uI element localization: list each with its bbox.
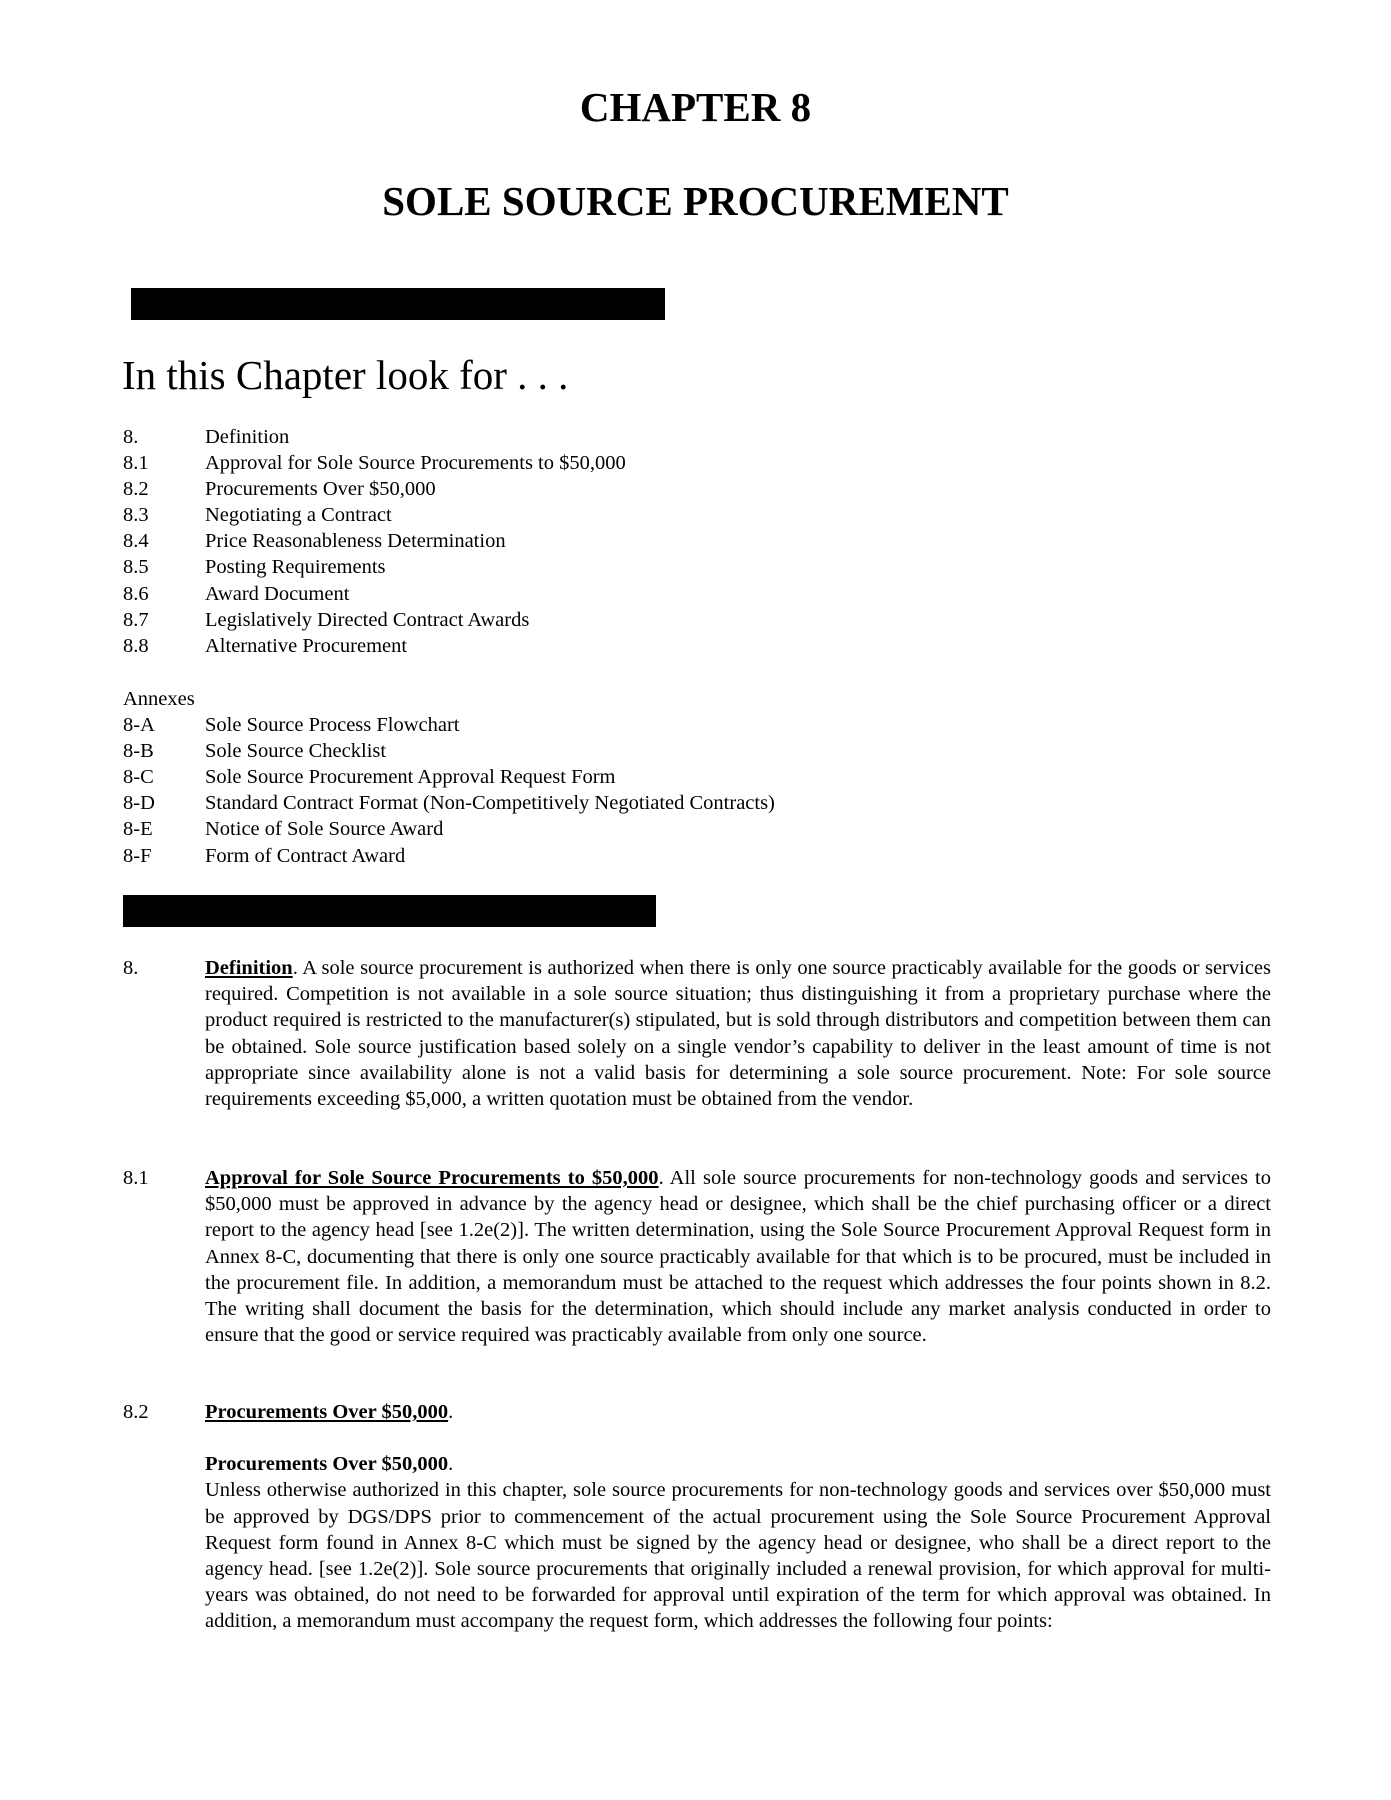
annex-label: Notice of Sole Source Award [205, 818, 444, 841]
toc-item[interactable] [123, 554, 626, 580]
section-heading: Procurements Over $50,000 [205, 1401, 449, 1423]
heading-period: . [448, 1401, 454, 1423]
toc-num: 8.6 [123, 582, 149, 605]
annex-item[interactable] [123, 712, 775, 738]
toc-label: Award Document [205, 582, 350, 605]
section-text: Unless otherwise authorized in this chapter, sole source procurements for non-technology goods and services over $50,000 must be approved by DGS/DPS prior to commencement of the actual procurement using the Sole Source Procurement Approval Request form found in Annex 8-C which must be signed by the agency head or designee, who shall be a direct report to the agency head. [see 1.2e(2)]. Sole source procurements that originally included a renewal provision, for which approval for multi- years was obtained, do not need to be forwarded for approval until expiration of the term for which approval was obtained. In addition, a memorandum must accompany the request form, which addresses the following four points: [205, 1479, 1271, 1633]
toc-label: Legislatively Directed Contract Awards [205, 608, 530, 631]
section-8-definition [123, 955, 1271, 1112]
toc-label: Alternative Procurement [205, 634, 408, 657]
toc-item[interactable] [123, 633, 626, 659]
annex-num: 8-E [123, 818, 153, 841]
annex-label: Sole Source Procurement Approval Request Form [205, 766, 616, 789]
annexes-heading: Annexes [123, 688, 195, 710]
section-8-1-approval [123, 1165, 1271, 1348]
annex-num: 8-A [123, 714, 155, 737]
toc-num: 8.2 [123, 478, 149, 501]
annex-label: Sole Source Process Flowchart [205, 714, 460, 737]
annex-num: 8-F [123, 844, 152, 867]
toc-label: Definition [205, 426, 290, 448]
annex-label: Form of Contract Award [205, 844, 406, 867]
toc-item[interactable] [123, 450, 626, 476]
toc-num: 8.7 [123, 608, 149, 631]
section-text: . A sole source procurement is authorized when there is only one source practicably available for the goods or services required. Competition is not available in a sole source situation; thus distinguishing it from a proprietary purchase where the product required is restricted to the manufacturer(s) stipulated, but is sold through distributors and competition between them can be obtained. Sole source justification based solely on a single vendor’s capability to deliver in the least amount of time is not appropriate since availability alone is not a valid basis for determining a sole source procurement. Note: For sole source requirements exceeding $5,000, a written quotation must be obtained from the vendor. [205, 957, 1271, 1111]
toc-item[interactable] [123, 581, 626, 607]
subheading-period: . [448, 1453, 454, 1476]
annex-label: Sole Source Checklist [205, 740, 387, 763]
annex-label: Standard Contract Format (Non-Competitively Negotiated Contracts) [205, 792, 775, 815]
annexes-list [123, 686, 775, 869]
table-of-contents [123, 424, 626, 659]
section-number: 8.2 [123, 1401, 149, 1423]
section-text: . All sole source procurements for non-technology goods and services to $50,000 must be approved in advance by the agency head or designee, which shall be the chief purchasing officer or a direct report to the agency head [see 1.2e(2)]. The written determination, using the Sole Source Procurement Approval Request form in Annex 8-C, documenting that there is only one source practicably available for that which is to be procured, must be included in the procurement file. In addition, a memorandum must be attached to the request which addresses the four points shown in 8.2. The writing shall document the basis for the determination, which should include any market analysis conducted in order to ensure that the good or service required was practicably available from only one source. [205, 1167, 1272, 1347]
toc-item[interactable] [123, 528, 626, 554]
toc-num: 8. [123, 426, 139, 448]
toc-num: 8.1 [123, 452, 149, 475]
redaction-bar [123, 895, 656, 927]
annex-num: 8-C [123, 766, 154, 789]
annex-item[interactable] [123, 790, 775, 816]
toc-num: 8.3 [123, 504, 149, 527]
chapter-number: CHAPTER 8 [579, 84, 812, 130]
section-number: 8. [123, 957, 139, 979]
toc-label: Posting Requirements [205, 556, 386, 579]
toc-label: Approval for Sole Source Procurements to $50,000 [205, 452, 626, 475]
toc-item[interactable] [123, 607, 626, 633]
section-heading: Approval for Sole Source Procurements to $50,000 [205, 1167, 659, 1189]
section-8-2-procurements-over [123, 1399, 1271, 1635]
toc-item[interactable] [123, 502, 626, 528]
look-for-heading: In this Chapter look for . . . [122, 352, 569, 398]
toc-num: 8.4 [123, 530, 149, 553]
annex-item[interactable] [123, 843, 775, 869]
annex-num: 8-D [123, 792, 155, 815]
chapter-title: SOLE SOURCE PROCUREMENT [382, 178, 1009, 224]
redaction-bar [131, 288, 665, 320]
toc-item[interactable] [123, 476, 626, 502]
section-subheading: Procurements Over $50,000 [205, 1453, 449, 1476]
annex-item[interactable] [123, 764, 775, 790]
annex-item[interactable] [123, 738, 775, 764]
annex-num: 8-B [123, 740, 154, 763]
toc-num: 8.5 [123, 556, 149, 579]
annex-item[interactable] [123, 816, 775, 842]
section-number: 8.1 [123, 1167, 149, 1189]
toc-label: Negotiating a Contract [205, 504, 392, 527]
toc-num: 8.8 [123, 634, 149, 657]
toc-label: Procurements Over $50,000 [205, 478, 436, 501]
toc-label: Price Reasonableness Determination [205, 530, 506, 553]
section-heading: Definition [205, 957, 293, 979]
toc-item[interactable] [123, 424, 626, 450]
